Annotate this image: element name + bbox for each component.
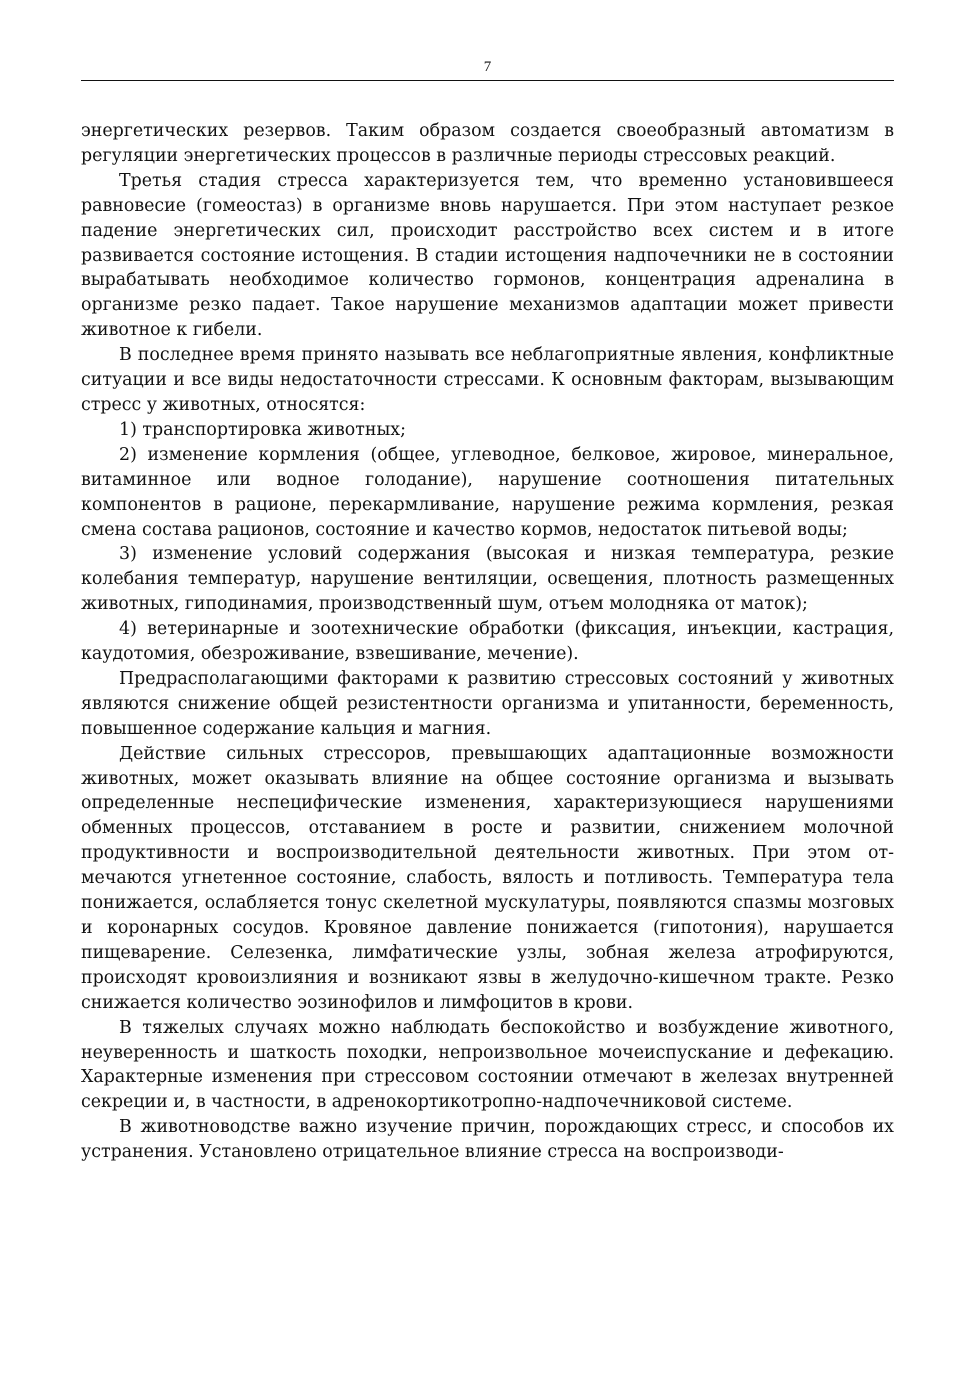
paragraph: Действие сильных стрессоров, превышающих адаптационные возможности животных, может оказывать влияние на общее состояние организма и вызывать определенные неспецифические изменения, характеризующиеся нарушениями обменных процессов, отставанием в росте и развитии, снижением молочной продуктивности и воспроизводительной деятельности животных. При этом отмечаются угнетенное состояние, слабость, вялость и потливость. Температура тела понижается, ослабляется тонус скелетной мускулатуры, появляются спазмы мозговых и коронарных сосудов. Кровяное давление понижается (гипотония), нарушается пищеварение. Селезенка, лимфатические узлы, зобная железа атрофируются, происходят кровоизлияния и возникают язвы в желудочно-кишечном тракте. Резко снижается количество эозинофилов и лимфоцитов в крови.: [81, 743, 894, 1013]
paragraph: В тяжелых случаях можно наблюдать беспокойство и возбуждение животного, неуверенность и шаткость походки, непроизвольное мочеиспускание и дефекацию. Характерные изменения при стрессовом состоянии отмечают в железах внутренней секреции и, в частности, в адренокортикотропно-надпочечниковой системе.: [81, 1017, 894, 1113]
list-item: 1) транспортировка животных;: [119, 419, 406, 440]
paragraph: энергетических резервов. Таким образом создается своеобразный автоматизм в регуляции энергетических процессов в различные периоды стрессовых реакций.: [81, 121, 894, 166]
page-body: [81, 119, 894, 1165]
page-header: [81, 58, 894, 81]
book-page: [81, 58, 894, 1348]
list-item: 3) изменение условий содержания (высокая и низкая температура, резкие колебания температур, нарушение вентиляции, освещения, плотность размещенных животных, гиподинамия, производственный шум, отъем молодняка от маток);: [81, 544, 894, 615]
list-item: 2) изменение кормления (общее, углеводное, белковое, жировое, минеральное, витаминное или водное голодание), нарушение соотношения питательных компонентов в рационе, перекармливание, нарушение режима кормления, резкая смена состава рационов, состояние и качество кормов, недостаток питьевой воды;: [81, 444, 894, 540]
paragraph: Предрасполагающими факторами к развитию стрессовых состояний у животных являются снижение общей резистентности организма и упитанности, беременность, повышенное содержание кальция и магния.: [81, 668, 894, 739]
page-number: 7: [483, 59, 492, 75]
paragraph: В животноводстве важно изучение причин, порождающих стресс, и способов их устранения. Установлено отрицательное влияние стресса на воспроизводи-: [81, 1117, 894, 1163]
paragraph: Третья стадия стресса характеризуется тем, что временно установившееся равновесие (гомеостаз) в организме вновь нарушается. При этом наступает резкое падение энергетических сил, происходит расстройство всех систем и в итоге развивается состояние истощения. В стадии истощения надпочечники не в состоянии вырабатывать необходимое количество гормонов, концентрация адреналина в организме резко падает. Такое нарушение механизмов адаптации может привести животное к гибели.: [81, 170, 894, 341]
list-item: 4) ветеринарные и зоотехнические обработки (фиксация, инъекции, кастрация, каудотомия, обезроживание, взвешивание, мечение).: [81, 619, 894, 665]
paragraph: В последнее время принято называть все неблагоприятные явления, конфликтные ситуации и все виды недостаточности стрессами. К основным факторам, вызывающим стресс у животных, относятся:: [81, 345, 894, 415]
